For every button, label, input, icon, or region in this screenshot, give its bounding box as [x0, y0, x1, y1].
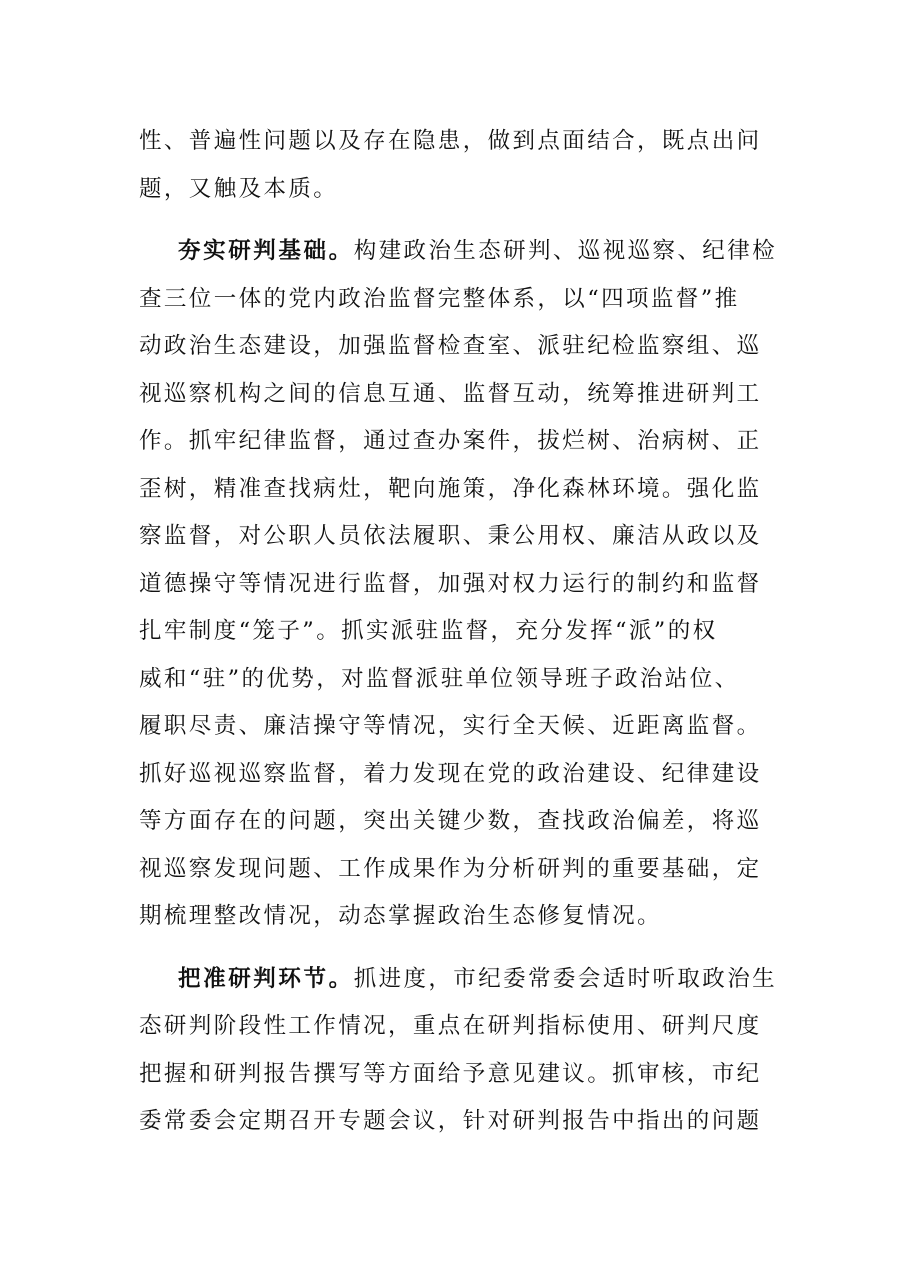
paragraph-2-line-9: 扎牢制度“笼子”。抓实派驻监督，充分发挥“派”的权	[139, 618, 718, 644]
paragraph-2-line-2: 查三位一体的党内政治监督完整体系，以“四项监督”推	[139, 286, 740, 312]
paragraph-1-line-1: 性、普遍性问题以及存在隐患，做到点面结合，既点出问	[139, 128, 762, 154]
paragraph-2-line-3: 动政治生态建设，加强监督检查室、派驻纪检监察组、巡	[139, 333, 762, 359]
paragraph-3-line-1-text: 抓进度，市纪委常委会适时听取政治生	[353, 966, 778, 992]
paragraph-2-line-4: 视巡察机构之间的信息互通、监督互动，统筹推进研判工	[139, 381, 762, 407]
paragraph-2-line-5: 作。抓牢纪律监督，通过查办案件，拔烂树、治病树、正	[139, 428, 762, 454]
paragraph-2-line-15: 期梳理整改情况，动态掌握政治生态修复情况。	[139, 903, 662, 929]
paragraph-2-line-1	[178, 236, 779, 266]
paragraph-2-line-8: 道德操守等情况进行监督，加强对权力运行的制约和监督	[139, 571, 762, 597]
paragraph-3-line-3: 把握和研判报告撰写等方面给予意见建议。抓审核，市纪	[139, 1061, 762, 1087]
paragraph-2-line-14: 视巡察发现问题、工作成果作为分析研判的重要基础，定	[139, 856, 762, 882]
paragraph-2-heading: 夯实研判基础。	[178, 238, 354, 264]
paragraph-2-line-7: 察监督，对公职人员依法履职、秉公用权、廉洁从政以及	[139, 523, 762, 549]
paragraph-2-line-11: 履职尽责、廉洁操守等情况，实行全天候、近距离监督。	[139, 713, 762, 739]
paragraph-3-heading: 把准研判环节。	[178, 966, 354, 992]
paragraph-2-line-6: 歪树，精准查找病灶，靶向施策，净化森林环境。强化监	[139, 476, 762, 502]
paragraph-3-line-2: 态研判阶段性工作情况，重点在研判指标使用、研判尺度	[139, 1013, 762, 1039]
paragraph-1-line-2: 题，又触及本质。	[139, 176, 339, 202]
paragraph-3-line-4: 委常委会定期召开专题会议，针对研判报告中指出的问题	[139, 1108, 762, 1134]
paragraph-2-line-1-text: 构建政治生态研判、巡视巡察、纪律检	[353, 238, 778, 264]
paragraph-2-line-12: 抓好巡视巡察监督，着力发现在党的政治建设、纪律建设	[139, 761, 762, 787]
paragraph-2-line-13: 等方面存在的问题，突出关键少数，查找政治偏差，将巡	[139, 808, 762, 834]
paragraph-2-line-10: 威和“驻”的优势，对监督派驻单位领导班子政治站位、	[139, 666, 740, 692]
paragraph-3-line-1	[178, 964, 779, 994]
